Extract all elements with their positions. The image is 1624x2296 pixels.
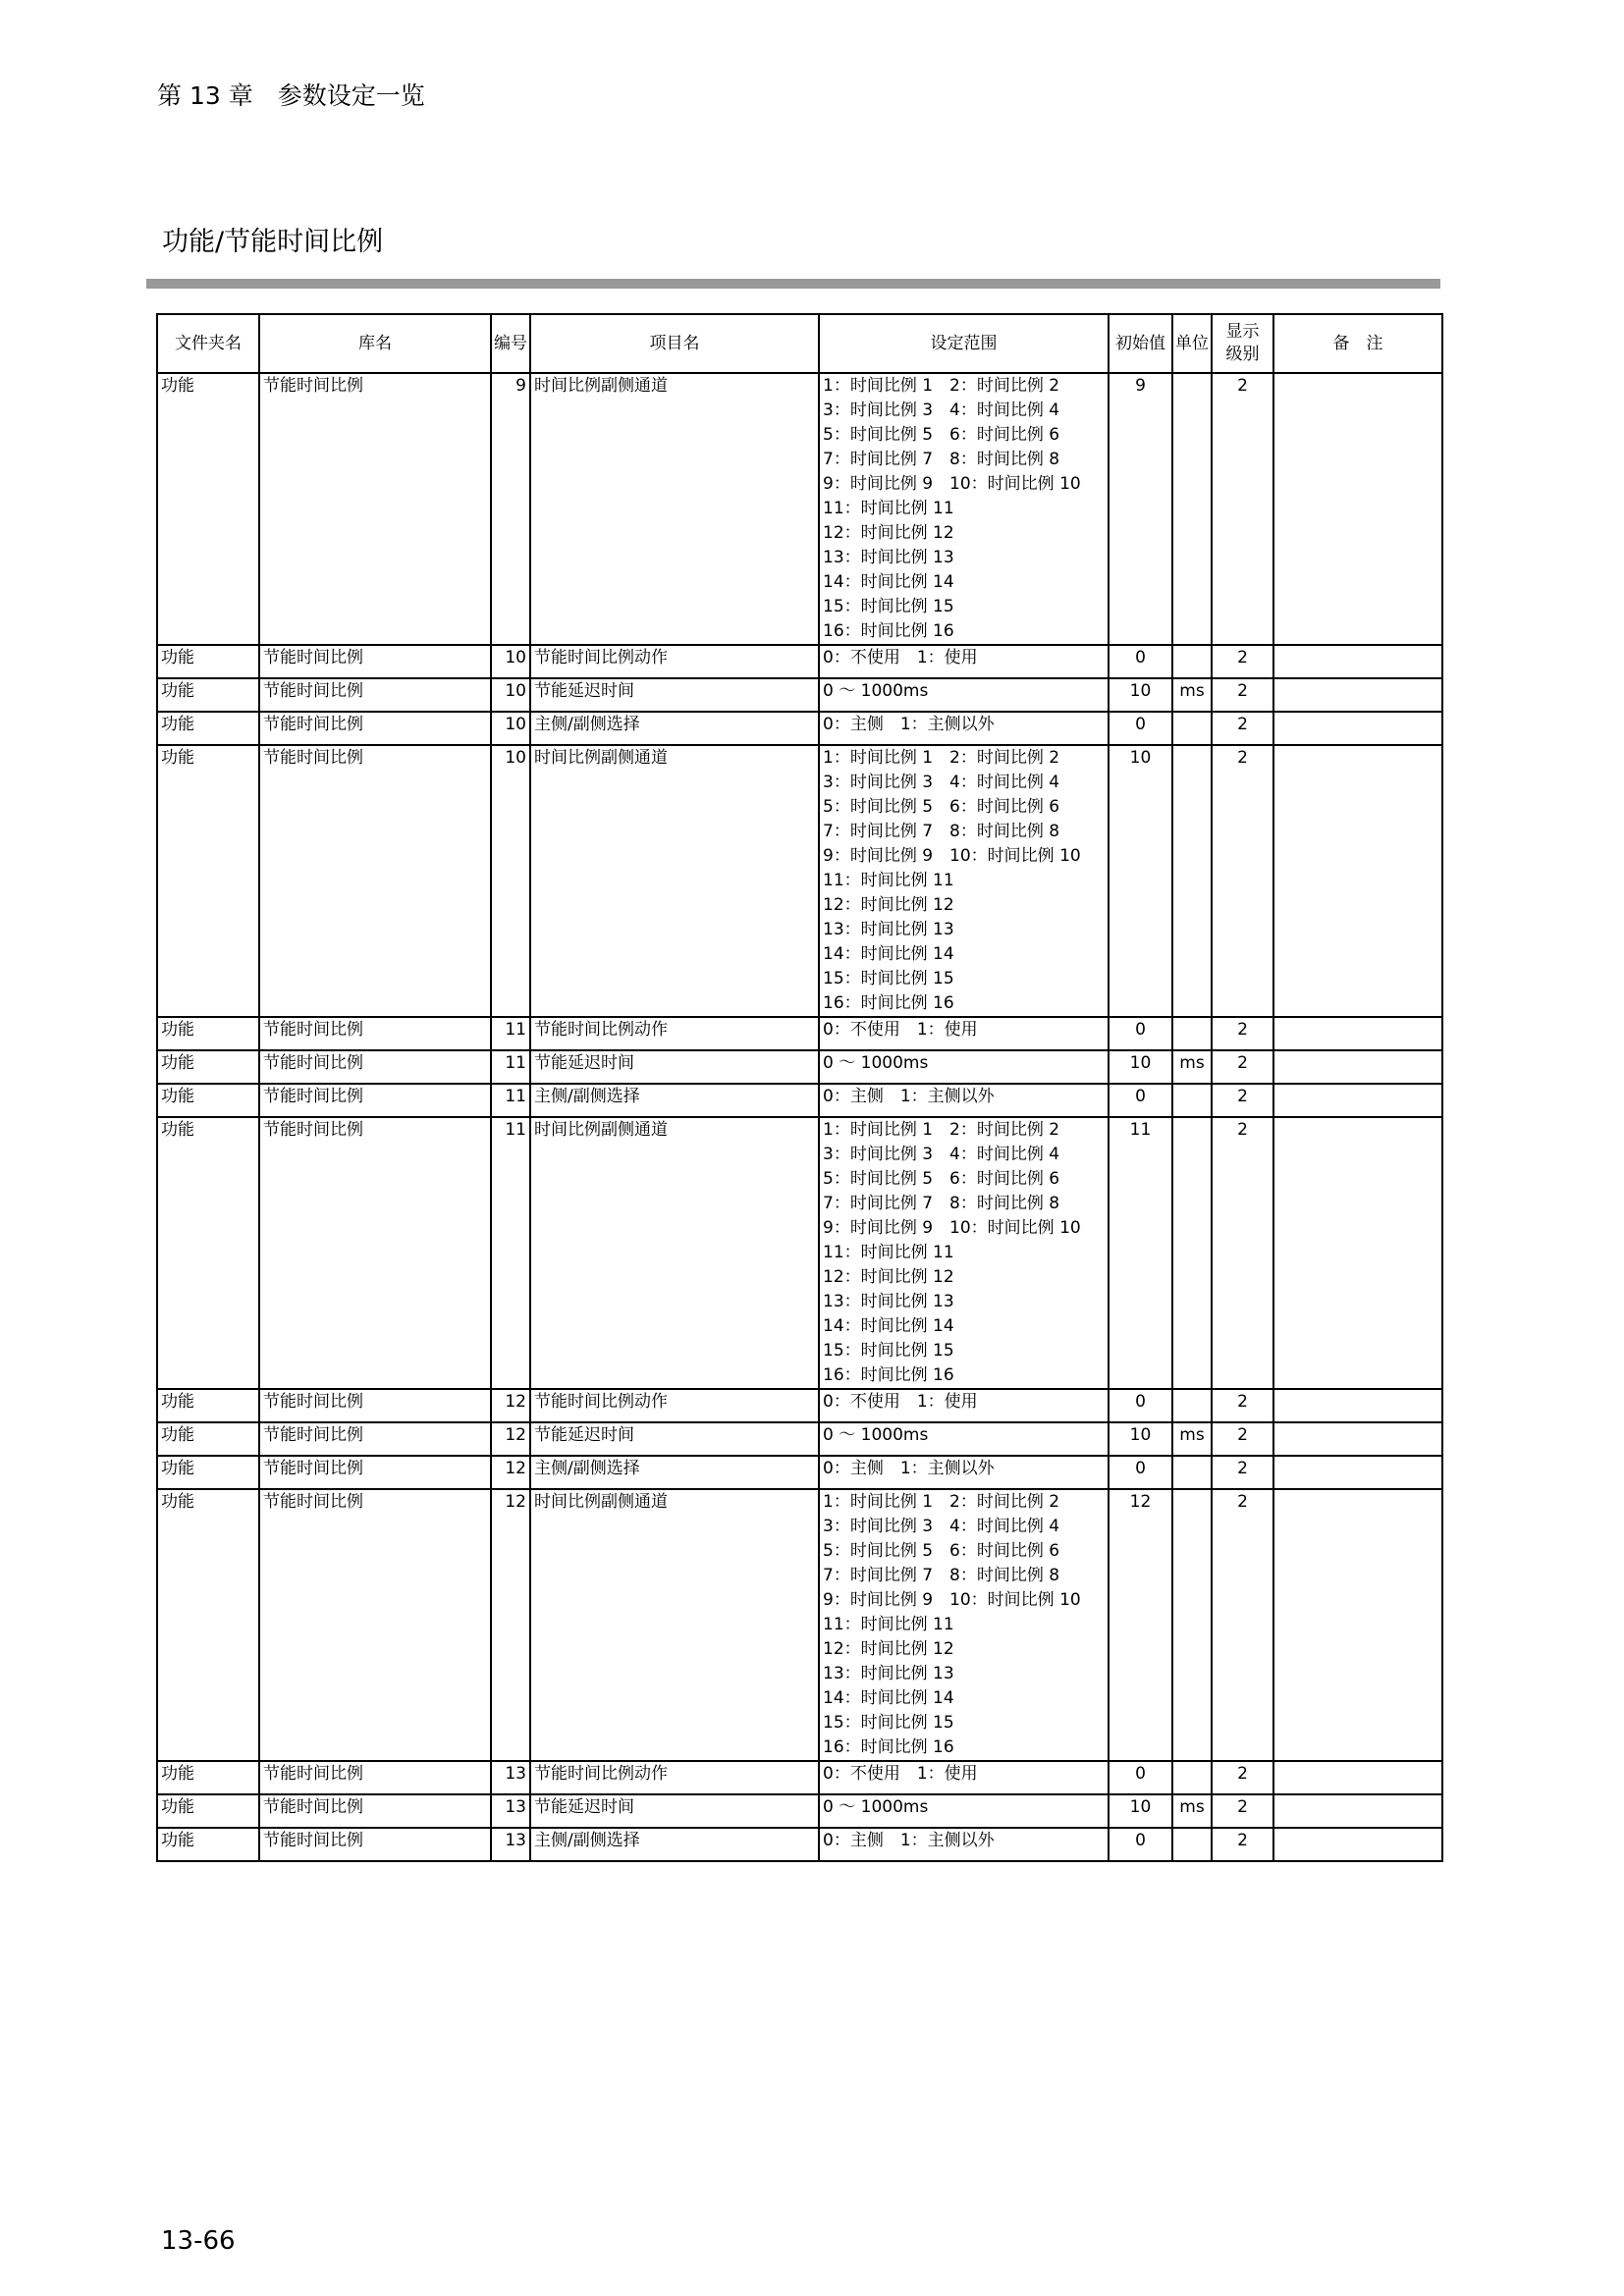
cell-library: 节能时间比例 [259,1050,491,1084]
range-line: 16：时间比例 16 [823,621,954,641]
cell-remarks [1273,1084,1442,1117]
header-remarks: 备 注 [1273,314,1442,373]
range-line: 15：时间比例 15 [823,597,954,616]
range-line: 0 ～ 1000ms [823,1053,929,1073]
range-line: 0 ～ 1000ms [823,681,929,701]
cell-remarks [1273,1389,1442,1422]
header-initial: 初始值 [1109,314,1172,373]
cell-unit: ms [1172,1794,1212,1828]
table-row [157,712,1442,745]
cell-number: 10 [491,645,530,678]
cell-initial: 10 [1109,1050,1172,1084]
range-line: 14：时间比例 14 [823,1316,954,1336]
header-unit: 单位 [1172,314,1212,373]
table-row [157,1084,1442,1117]
table-row [157,1422,1442,1456]
cell-level: 2 [1212,1422,1273,1456]
cell-item: 时间比例副侧通道 [530,1489,819,1761]
cell-level: 2 [1212,1389,1273,1422]
cell-initial: 9 [1109,373,1172,645]
range-line: 13：时间比例 13 [823,920,954,939]
cell-folder: 功能 [157,1794,259,1828]
cell-folder: 功能 [157,1050,259,1084]
section-title: 功能/节能时间比例 [162,227,384,257]
range-line: 0：不使用 1：使用 [823,1020,978,1040]
header-level [1212,314,1273,373]
cell-remarks [1273,1422,1442,1456]
cell-range [819,1456,1109,1489]
header-item: 项目名 [530,314,819,373]
cell-unit [1172,1389,1212,1422]
cell-item: 节能时间比例动作 [530,1389,819,1422]
cell-number: 10 [491,745,530,1017]
range-line: 9：时间比例 9 10：时间比例 10 [823,1590,1081,1610]
cell-item: 主侧/副侧选择 [530,1084,819,1117]
cell-unit [1172,1828,1212,1861]
cell-initial: 0 [1109,1017,1172,1050]
cell-range [819,678,1109,712]
cell-library: 节能时间比例 [259,1456,491,1489]
range-line: 0：主侧 1：主侧以外 [823,1459,995,1478]
cell-initial: 10 [1109,678,1172,712]
range-line: 7：时间比例 7 8：时间比例 8 [823,450,1060,469]
cell-remarks [1273,678,1442,712]
cell-remarks [1273,1794,1442,1828]
cell-item: 节能时间比例动作 [530,645,819,678]
cell-library: 节能时间比例 [259,373,491,645]
cell-item: 时间比例副侧通道 [530,373,819,645]
cell-folder: 功能 [157,678,259,712]
cell-folder: 功能 [157,373,259,645]
range-line: 0：不使用 1：使用 [823,648,978,667]
cell-item: 节能延迟时间 [530,678,819,712]
cell-folder: 功能 [157,1489,259,1761]
cell-initial: 0 [1109,1389,1172,1422]
cell-unit [1172,1117,1212,1389]
range-line: 16：时间比例 16 [823,993,954,1013]
cell-item: 时间比例副侧通道 [530,745,819,1017]
cell-unit [1172,745,1212,1017]
cell-folder: 功能 [157,712,259,745]
range-line: 11：时间比例 11 [823,499,954,518]
range-line: 12：时间比例 12 [823,523,954,543]
cell-remarks [1273,1017,1442,1050]
range-line: 0：主侧 1：主侧以外 [823,1831,995,1850]
cell-level: 2 [1212,645,1273,678]
cell-unit [1172,1084,1212,1117]
range-line: 13：时间比例 13 [823,1292,954,1311]
range-line: 3：时间比例 3 4：时间比例 4 [823,1145,1060,1164]
table-row [157,1489,1442,1761]
cell-number: 11 [491,1017,530,1050]
table-row [157,373,1442,645]
header-number: 编号 [491,314,530,373]
range-line: 9：时间比例 9 10：时间比例 10 [823,846,1081,866]
cell-library: 节能时间比例 [259,1794,491,1828]
cell-level: 2 [1212,1761,1273,1794]
cell-range [819,1794,1109,1828]
cell-level: 2 [1212,745,1273,1017]
cell-number: 10 [491,712,530,745]
range-line: 7：时间比例 7 8：时间比例 8 [823,1194,1060,1213]
range-line: 14：时间比例 14 [823,572,954,592]
cell-level: 2 [1212,712,1273,745]
cell-number: 13 [491,1828,530,1861]
range-line: 14：时间比例 14 [823,1688,954,1708]
parameter-table [156,313,1443,1862]
cell-level: 2 [1212,1456,1273,1489]
table-row [157,1017,1442,1050]
cell-unit [1172,1017,1212,1050]
cell-unit [1172,373,1212,645]
cell-range [819,1761,1109,1794]
cell-folder: 功能 [157,1422,259,1456]
cell-initial: 0 [1109,1456,1172,1489]
cell-number: 10 [491,678,530,712]
range-line: 5：时间比例 5 6：时间比例 6 [823,425,1060,445]
cell-number: 12 [491,1456,530,1489]
cell-level: 2 [1212,1084,1273,1117]
cell-number: 11 [491,1084,530,1117]
range-line: 5：时间比例 5 6：时间比例 6 [823,1169,1060,1189]
cell-library: 节能时间比例 [259,645,491,678]
table-row [157,678,1442,712]
header-level-line2: 级别 [1225,345,1260,364]
cell-level: 2 [1212,1017,1273,1050]
cell-initial: 0 [1109,1084,1172,1117]
range-line: 12：时间比例 12 [823,1639,954,1659]
cell-unit [1172,1761,1212,1794]
cell-folder: 功能 [157,1017,259,1050]
table-row [157,645,1442,678]
range-line: 12：时间比例 12 [823,895,954,915]
cell-library: 节能时间比例 [259,1084,491,1117]
range-line: 5：时间比例 5 6：时间比例 6 [823,1541,1060,1561]
range-line: 9：时间比例 9 10：时间比例 10 [823,474,1081,494]
cell-initial: 11 [1109,1117,1172,1389]
cell-library: 节能时间比例 [259,1017,491,1050]
section-divider [146,279,1440,289]
cell-initial: 10 [1109,745,1172,1017]
range-line: 0 ～ 1000ms [823,1797,929,1817]
cell-level: 2 [1212,1050,1273,1084]
cell-number: 12 [491,1489,530,1761]
cell-initial: 0 [1109,712,1172,745]
range-line: 9：时间比例 9 10：时间比例 10 [823,1218,1081,1238]
cell-range [819,1828,1109,1861]
range-line: 14：时间比例 14 [823,944,954,964]
range-line: 11：时间比例 11 [823,1615,954,1634]
range-line: 16：时间比例 16 [823,1737,954,1757]
table-row [157,1828,1442,1861]
cell-unit [1172,645,1212,678]
cell-level: 2 [1212,1828,1273,1861]
range-line: 1：时间比例 1 2：时间比例 2 [823,1492,1060,1512]
range-line: 5：时间比例 5 6：时间比例 6 [823,797,1060,817]
cell-item: 时间比例副侧通道 [530,1117,819,1389]
chapter-header: 第 13 章 参数设定一览 [157,81,425,110]
cell-item: 主侧/副侧选择 [530,712,819,745]
cell-range [819,373,1109,645]
cell-range [819,1117,1109,1389]
range-line: 7：时间比例 7 8：时间比例 8 [823,1566,1060,1585]
cell-library: 节能时间比例 [259,712,491,745]
cell-folder: 功能 [157,1828,259,1861]
table-row [157,1794,1442,1828]
cell-range [819,1422,1109,1456]
range-line: 0 ～ 1000ms [823,1425,929,1445]
table-row [157,1456,1442,1489]
cell-library: 节能时间比例 [259,1422,491,1456]
range-line: 3：时间比例 3 4：时间比例 4 [823,1517,1060,1536]
cell-library: 节能时间比例 [259,1828,491,1861]
cell-range [819,1389,1109,1422]
cell-unit [1172,1456,1212,1489]
table-row [157,1117,1442,1389]
cell-item: 主侧/副侧选择 [530,1828,819,1861]
cell-item: 节能时间比例动作 [530,1761,819,1794]
cell-remarks [1273,1050,1442,1084]
cell-remarks [1273,1489,1442,1761]
cell-remarks [1273,1761,1442,1794]
cell-number: 13 [491,1761,530,1794]
cell-level: 2 [1212,1489,1273,1761]
range-line: 1：时间比例 1 2：时间比例 2 [823,1120,1060,1140]
range-line: 15：时间比例 15 [823,1341,954,1361]
cell-remarks [1273,745,1442,1017]
cell-unit: ms [1172,1422,1212,1456]
cell-unit [1172,712,1212,745]
range-line: 1：时间比例 1 2：时间比例 2 [823,748,1060,768]
cell-remarks [1273,712,1442,745]
cell-library: 节能时间比例 [259,1389,491,1422]
cell-initial: 0 [1109,1828,1172,1861]
table-row [157,1389,1442,1422]
range-line: 0：主侧 1：主侧以外 [823,715,995,734]
range-line: 11：时间比例 11 [823,871,954,890]
cell-folder: 功能 [157,1084,259,1117]
cell-folder: 功能 [157,1389,259,1422]
cell-item: 主侧/副侧选择 [530,1456,819,1489]
table-row [157,745,1442,1017]
cell-number: 11 [491,1050,530,1084]
cell-number: 12 [491,1422,530,1456]
cell-range [819,645,1109,678]
cell-range [819,1017,1109,1050]
range-line: 7：时间比例 7 8：时间比例 8 [823,822,1060,841]
range-line: 3：时间比例 3 4：时间比例 4 [823,400,1060,420]
cell-initial: 10 [1109,1422,1172,1456]
table-header-row [157,314,1442,373]
cell-number: 11 [491,1117,530,1389]
range-line: 15：时间比例 15 [823,969,954,988]
cell-remarks [1273,1828,1442,1861]
cell-number: 9 [491,373,530,645]
cell-level: 2 [1212,373,1273,645]
cell-item: 节能时间比例动作 [530,1017,819,1050]
cell-library: 节能时间比例 [259,1117,491,1389]
cell-unit: ms [1172,1050,1212,1084]
cell-library: 节能时间比例 [259,745,491,1017]
cell-remarks [1273,645,1442,678]
cell-range [819,1050,1109,1084]
cell-item: 节能延迟时间 [530,1794,819,1828]
cell-initial: 12 [1109,1489,1172,1761]
cell-library: 节能时间比例 [259,1489,491,1761]
range-line: 15：时间比例 15 [823,1713,954,1733]
cell-remarks [1273,373,1442,645]
cell-initial: 0 [1109,645,1172,678]
cell-remarks [1273,1456,1442,1489]
cell-level: 2 [1212,678,1273,712]
cell-folder: 功能 [157,1761,259,1794]
page-number: 13-66 [161,2226,236,2256]
range-line: 3：时间比例 3 4：时间比例 4 [823,773,1060,792]
cell-level: 2 [1212,1117,1273,1389]
cell-unit [1172,1489,1212,1761]
range-line: 16：时间比例 16 [823,1365,954,1385]
cell-item: 节能延迟时间 [530,1422,819,1456]
range-line: 12：时间比例 12 [823,1267,954,1287]
cell-folder: 功能 [157,1117,259,1389]
cell-number: 12 [491,1389,530,1422]
cell-range [819,1489,1109,1761]
cell-initial: 0 [1109,1761,1172,1794]
header-range: 设定范围 [819,314,1109,373]
range-line: 11：时间比例 11 [823,1243,954,1262]
header-library: 库名 [259,314,491,373]
cell-folder: 功能 [157,745,259,1017]
header-level-line1: 显示 [1225,322,1260,342]
range-line: 1：时间比例 1 2：时间比例 2 [823,376,1060,396]
range-line: 0：不使用 1：使用 [823,1764,978,1784]
table-row [157,1761,1442,1794]
header-folder: 文件夹名 [157,314,259,373]
cell-remarks [1273,1117,1442,1389]
cell-item: 节能延迟时间 [530,1050,819,1084]
cell-initial: 10 [1109,1794,1172,1828]
cell-library: 节能时间比例 [259,1761,491,1794]
cell-range [819,1084,1109,1117]
cell-range [819,745,1109,1017]
cell-range [819,712,1109,745]
cell-unit: ms [1172,678,1212,712]
cell-folder: 功能 [157,645,259,678]
table-body [157,373,1442,1861]
range-line: 13：时间比例 13 [823,1664,954,1683]
range-line: 0：主侧 1：主侧以外 [823,1087,995,1106]
table-row [157,1050,1442,1084]
cell-level: 2 [1212,1794,1273,1828]
cell-number: 13 [491,1794,530,1828]
range-line: 13：时间比例 13 [823,548,954,567]
range-line: 0：不使用 1：使用 [823,1392,978,1412]
cell-folder: 功能 [157,1456,259,1489]
cell-library: 节能时间比例 [259,678,491,712]
